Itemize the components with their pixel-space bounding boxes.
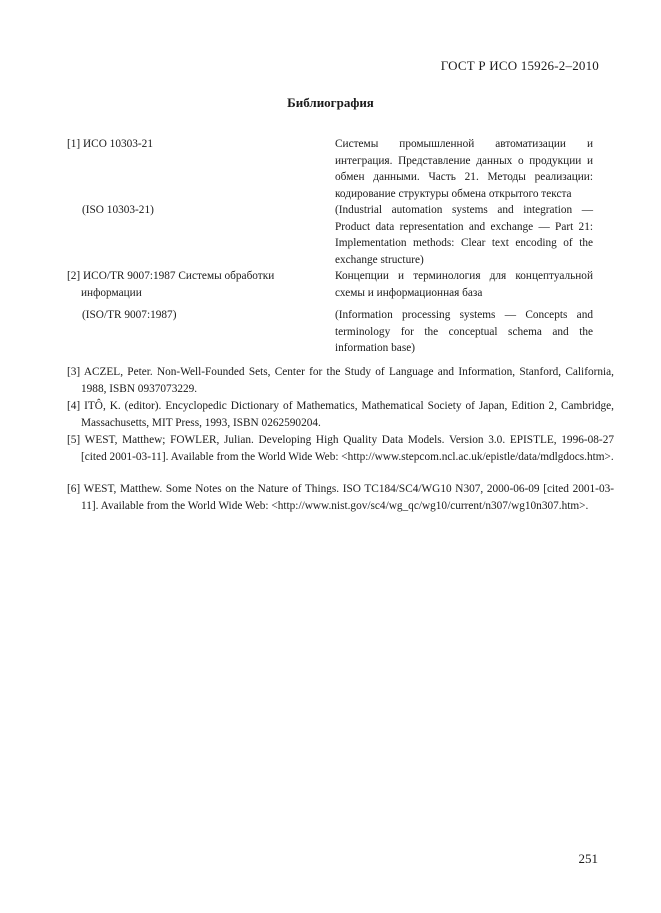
ref-2-title-ru: Концепции и терминология для концептуальной схемы и информационная база bbox=[335, 270, 593, 299]
document-code: ГОСТ Р ИСО 15926-2–2010 bbox=[440, 58, 599, 73]
ref-3: [3] ACZEL, Peter. Non-Well-Founded Sets, Center for the Study of Language and Information, Stanford, California, 1988, ISBN 0937073229. bbox=[67, 366, 614, 395]
ref-4: [4] ITÔ, K. (editor). Encyclopedic Dictionary of Mathematics, Mathematical Society of Japan, Edition 2, Cambridge, Massachusetts, MIT Press, 1993, ISBN 0262590204. bbox=[67, 400, 614, 429]
ref-2-designation: [2] ИСО/TR 9007:1987 Системы обработки информации bbox=[67, 270, 275, 299]
ref-1-title-ru: Системы промышленной автоматизации и интеграция. Представление данных о продукции и обмен данными. Часть 21. Методы реализации: кодирование структуры обмена открытого текста bbox=[335, 138, 593, 200]
ref-5: [5] WEST, Matthew; FOWLER, Julian. Developing High Quality Data Models. Version 3.0. EPISTLE, 1996-08-27 [cited 2001-03-11]. Available from the World Wide Web: <http://www.stepcom.ncl.ac.uk/epistle/data/mdlgdocs.htm>. bbox=[67, 434, 614, 463]
ref-1-designation-en: (ISO 10303-21) bbox=[82, 204, 154, 216]
ref-2-title-en: (Information processing systems — Concepts and terminology for the conceptual schema and the information base) bbox=[335, 309, 593, 354]
page-title: Библиография bbox=[287, 95, 374, 110]
ref-1-title-en: (Industrial automation systems and integration — Product data representation and exchange — Part 21: Implementation methods: Clear text encoding of the exchange structure) bbox=[335, 204, 593, 266]
page-number: 251 bbox=[578, 851, 598, 866]
ref-2-designation-en: (ISO/TR 9007:1987) bbox=[82, 309, 177, 321]
ref-6: [6] WEST, Matthew. Some Notes on the Nature of Things. ISO TC184/SC4/WG10 N307, 2000-06-09 [cited 2001-03-11]. Available from the World Wide Web: <http://www.nist.gov/sc4/wg_qc/wg10/current/n307/wg10n307.htm>. bbox=[67, 483, 614, 512]
ref-1-designation: [1] ИСО 10303-21 bbox=[67, 138, 153, 150]
